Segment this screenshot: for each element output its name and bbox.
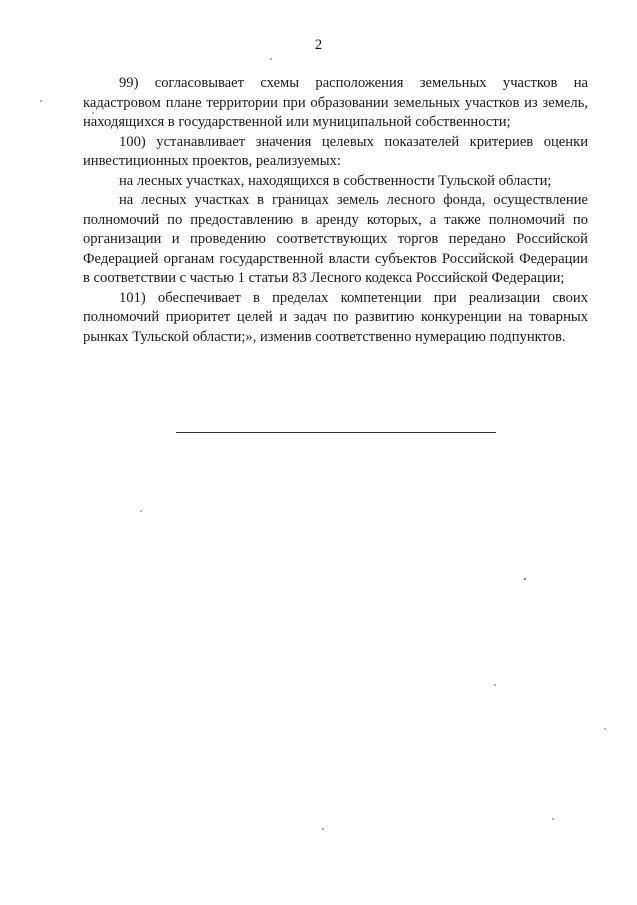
scan-speck [604, 728, 606, 730]
page-number: 2 [314, 37, 323, 53]
scan-speck [270, 58, 272, 60]
paragraph-forest-fund: на лесных участках в границах земель лесного фонда, осуществление полномочий по предоставлению в аренду которых, а также полномочий по организации и проведению соответствующих торгов передано Российской Федерацией органам государственной власти субъектов Российской Федерации в соответствии с частью 1 статьи 83 Лесного кодекса Российской Федерации; [83, 192, 588, 286]
paragraph-forest-owned: на лесных участках, находящихся в собственности Тульской области; [119, 172, 552, 189]
paragraph-item-100: 100) устанавливает значения целевых показателей критериев оценки инвестиционных проектов, реализуемых: [83, 133, 588, 169]
scan-speck [494, 684, 496, 686]
document-body [83, 74, 588, 347]
closing-rule [176, 432, 496, 433]
scan-speck [552, 818, 554, 820]
scan-speck [40, 100, 42, 102]
scan-speck [322, 828, 324, 830]
paragraph-item-99: 99) согласовывает схемы расположения земельных участков на кадастровом плане территории при образовании земельных участков из земель, находящихся в государственной или муниципальной собственности; [83, 75, 588, 130]
scan-speck [92, 112, 94, 114]
paragraph-item-101: 101) обеспечивает в пределах компетенции при реализации своих полномочий приоритет целей и задач по развитию конкуренции на товарных рынках Тульской области;», изменив соответственно нумерацию подпунктов. [83, 289, 588, 345]
scan-speck [140, 510, 142, 512]
scan-speck [524, 578, 526, 580]
